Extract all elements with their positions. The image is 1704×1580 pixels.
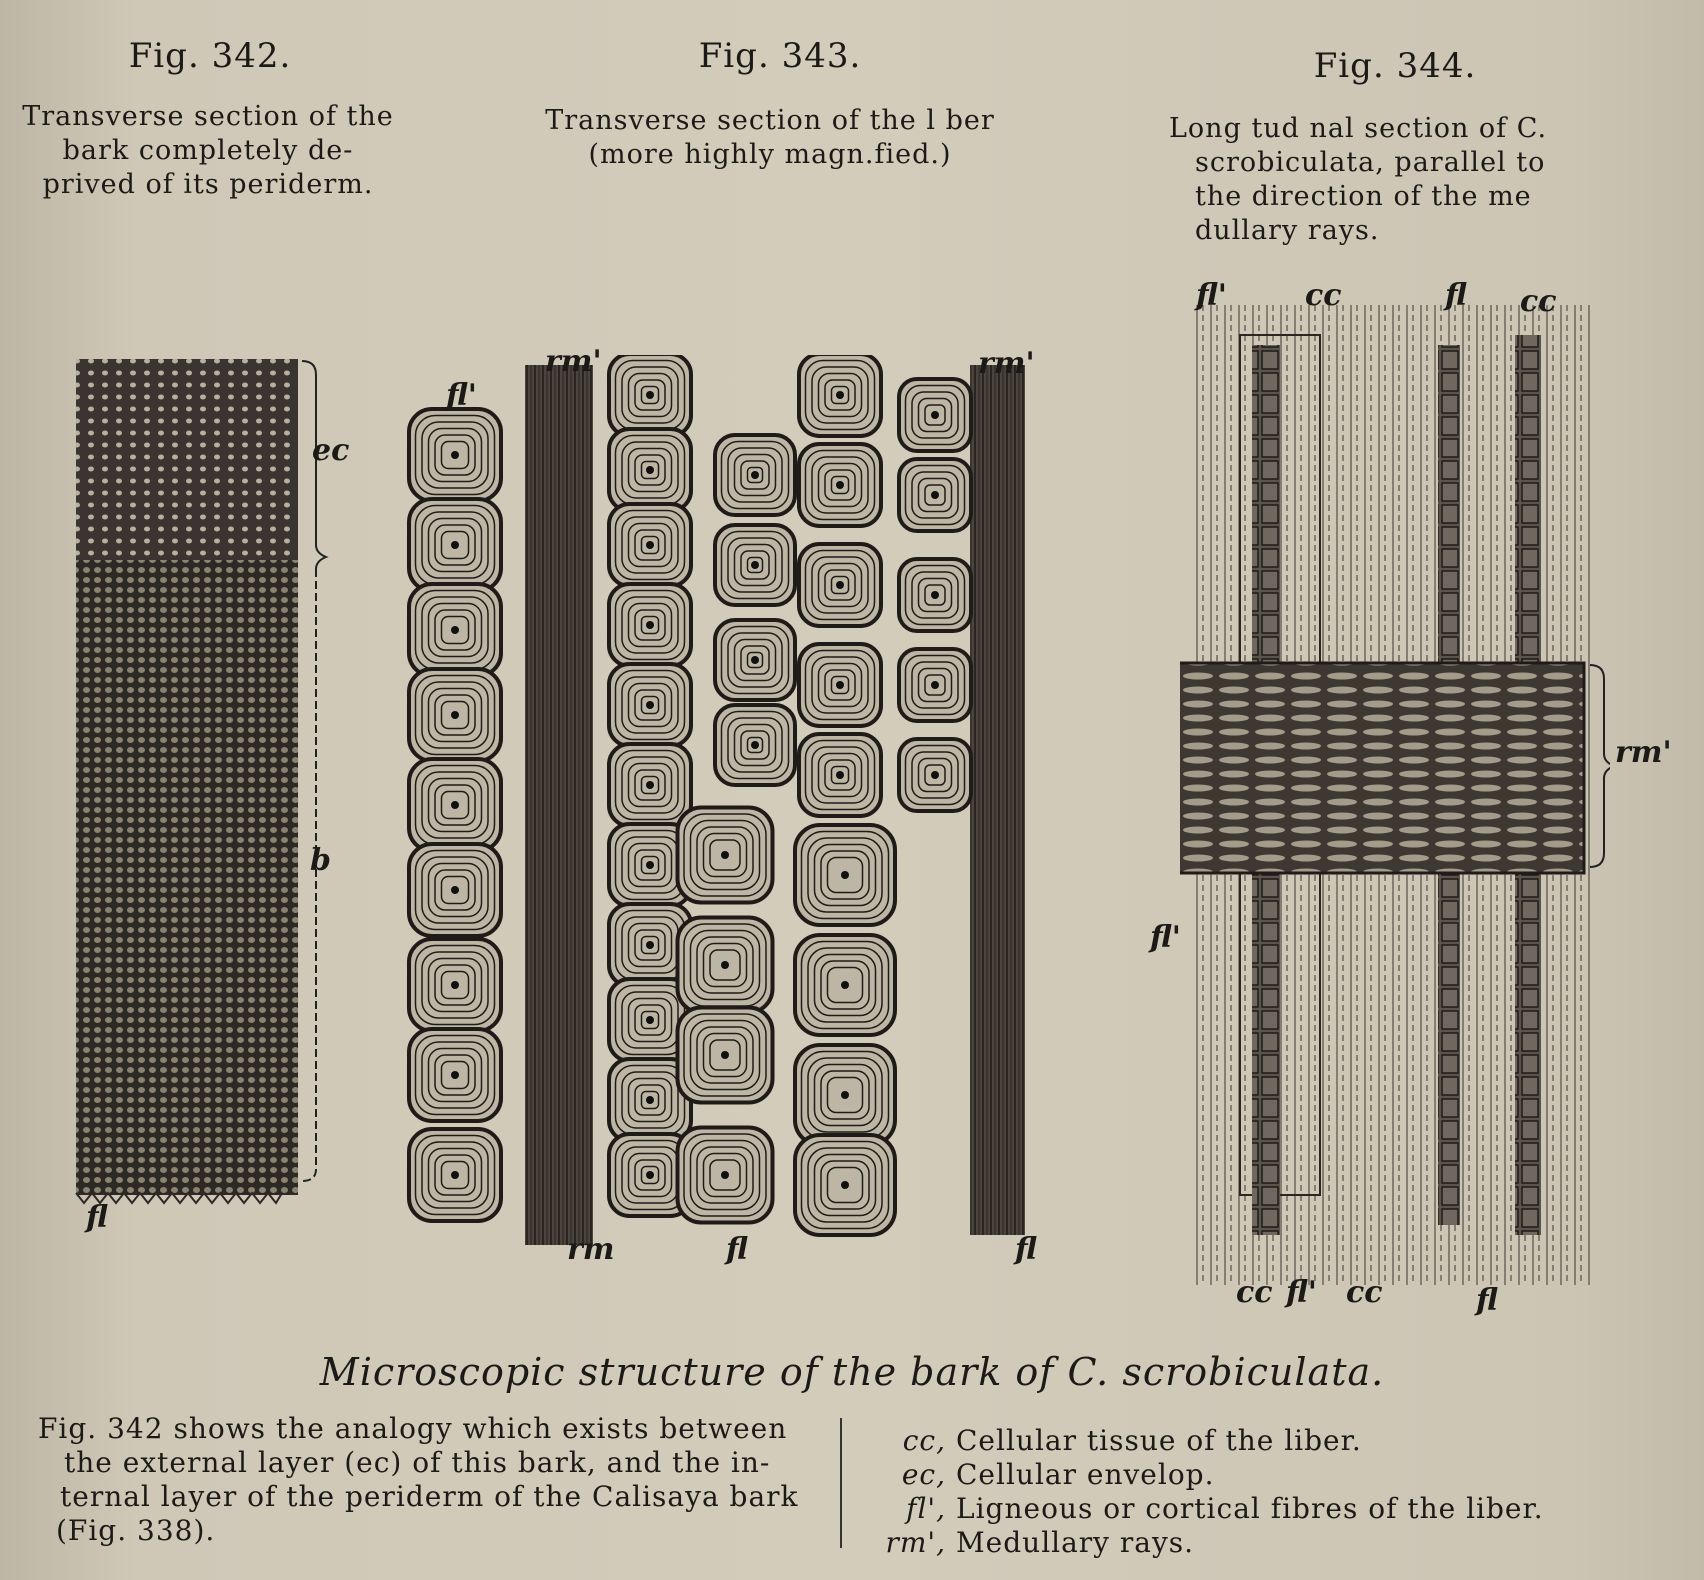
label-rm-prime-left-343: rm' (545, 344, 602, 379)
caption-line: Transverse section of the l ber (545, 105, 995, 136)
caption-line: dullary rays. (1195, 215, 1380, 246)
fibre-cell-lumen (836, 771, 844, 779)
legend-key: ec, (901, 1458, 946, 1491)
legend-text: Cellular tissue of the liber. (956, 1424, 1362, 1457)
legend-row (870, 1526, 1690, 1560)
fibre-cell-lumen (841, 1181, 849, 1189)
fibre-cell-lumen (931, 681, 939, 689)
caption-line: (more highly magn.fied.) (588, 139, 952, 170)
fibre-cell-lumen (646, 781, 654, 789)
legend-key: fl', (906, 1492, 946, 1525)
fibre-cell-lumen (451, 981, 459, 989)
fibre-cell-lumen (721, 961, 729, 969)
caption-line: the direction of the me (1195, 181, 1532, 212)
fibre-cell-lumen (646, 541, 654, 549)
description-line: Fig. 342 shows the analogy which exists between (38, 1412, 788, 1445)
main-caption: Microscopic structure of the bark of C. scrobiculata. (319, 1350, 1385, 1394)
column-divider (840, 1418, 842, 1548)
fibre-cell-lumen (836, 681, 844, 689)
label-fl-prime-side-344: fl' (1150, 920, 1181, 955)
label-rm-prime-right-343: rm' (978, 346, 1035, 381)
legend (870, 1424, 1690, 1560)
label-fl-prime-top-344: fl' (1196, 278, 1227, 313)
fibre-cell-lumen (646, 391, 654, 399)
label-fl-prime-343: fl' (446, 378, 477, 413)
caption-line: Transverse section of the (22, 101, 394, 132)
fibre-cell-lumen (646, 1171, 654, 1179)
fibre-cell-lumen (451, 711, 459, 719)
fibre-cell-lumen (751, 741, 759, 749)
description-line: the external layer (ec) of this bark, and the in- (64, 1446, 771, 1479)
caption-line: scrobiculata, parallel to (1195, 147, 1546, 178)
caption-line: bark completely de- (62, 135, 354, 166)
fibre-cell-lumen (646, 621, 654, 629)
fibre-cell-lumen (721, 1051, 729, 1059)
fig-344-illustration (1180, 305, 1610, 1285)
fibre-cell-lumen (646, 941, 654, 949)
fibre-cell-lumen (836, 581, 844, 589)
fibre-cell-lumen (451, 1171, 459, 1179)
legend-text: Ligneous or cortical fibres of the liber. (956, 1492, 1544, 1525)
fibre-cell-lumen (646, 1096, 654, 1104)
label-cc-bottom-left-344: cc (1236, 1275, 1273, 1310)
fibre-cell-lumen (646, 861, 654, 869)
label-cc-top-left-344: cc (1305, 278, 1342, 313)
caption-line: Long tud nal section of C. (1169, 113, 1548, 144)
fibre-cell-lumen (451, 451, 459, 459)
description-line: (Fig. 338). (56, 1514, 216, 1547)
fig-342-illustration (70, 355, 330, 1215)
caption-line: prived of its periderm. (42, 169, 374, 200)
fibre-cells (409, 355, 971, 1235)
legend-key: rm', (885, 1526, 946, 1559)
fibre-cell-lumen (931, 411, 939, 419)
label-b-342: b (310, 843, 331, 878)
label-fl-bottom-right-343: fl (1015, 1232, 1037, 1267)
fibre-cell-lumen (931, 771, 939, 779)
legend-text: Cellular envelop. (956, 1458, 1215, 1491)
fibre-cell-lumen (721, 851, 729, 859)
fig-344-caption (1165, 112, 1605, 248)
label-rm-prime-344: rm' (1615, 735, 1672, 770)
fibre-cell-lumen (836, 481, 844, 489)
fibre-cell-lumen (451, 886, 459, 894)
fibre-cell-lumen (931, 491, 939, 499)
fibre-cell-lumen (646, 466, 654, 474)
fibre-cell-lumen (451, 626, 459, 634)
fibre-cell-lumen (751, 561, 759, 569)
label-fl-342: fl (86, 1200, 108, 1235)
fig-342-title: Fig. 342. (128, 36, 292, 76)
legend-row (870, 1458, 1690, 1492)
fibre-cell-lumen (836, 391, 844, 399)
fibre-cell-lumen (451, 801, 459, 809)
label-cc-bottom-right-344: cc (1346, 1275, 1383, 1310)
fibre-cell-lumen (841, 871, 849, 879)
fibre-cell-lumen (841, 981, 849, 989)
legend-key: cc, (902, 1424, 946, 1457)
legend-row (870, 1424, 1690, 1458)
label-rm-bottom-343: rm (567, 1232, 615, 1267)
fibre-cell-lumen (931, 591, 939, 599)
legend-text: Medullary rays. (956, 1526, 1195, 1559)
fig-342-caption (18, 100, 398, 202)
fibre-cell-lumen (451, 541, 459, 549)
fig-343-caption (500, 104, 1040, 172)
label-fl-bottom-344: fl (1476, 1283, 1498, 1318)
fibre-cell-lumen (751, 471, 759, 479)
fibre-cell-lumen (721, 1171, 729, 1179)
legend-row (870, 1492, 1690, 1526)
label-fl-prime-bottom-344: fl' (1286, 1275, 1317, 1310)
fibre-cell-lumen (451, 1071, 459, 1079)
fig-344-title: Fig. 344. (1313, 46, 1477, 86)
description-paragraph (38, 1412, 828, 1548)
fibre-cell-lumen (646, 1016, 654, 1024)
fibre-cell-lumen (841, 1091, 849, 1099)
label-cc-top-right-344: cc (1520, 284, 1557, 319)
fig-343-illustration (405, 355, 1075, 1255)
fig-343-title: Fig. 343. (698, 36, 862, 76)
label-ec-342: ec (312, 433, 350, 468)
label-fl-bottom-mid-343: fl (726, 1232, 748, 1267)
fibre-cell-lumen (751, 656, 759, 664)
fibre-cell-lumen (646, 701, 654, 709)
label-fl-top-344: fl (1445, 278, 1467, 313)
description-line: ternal layer of the periderm of the Calisaya bark (60, 1480, 799, 1513)
